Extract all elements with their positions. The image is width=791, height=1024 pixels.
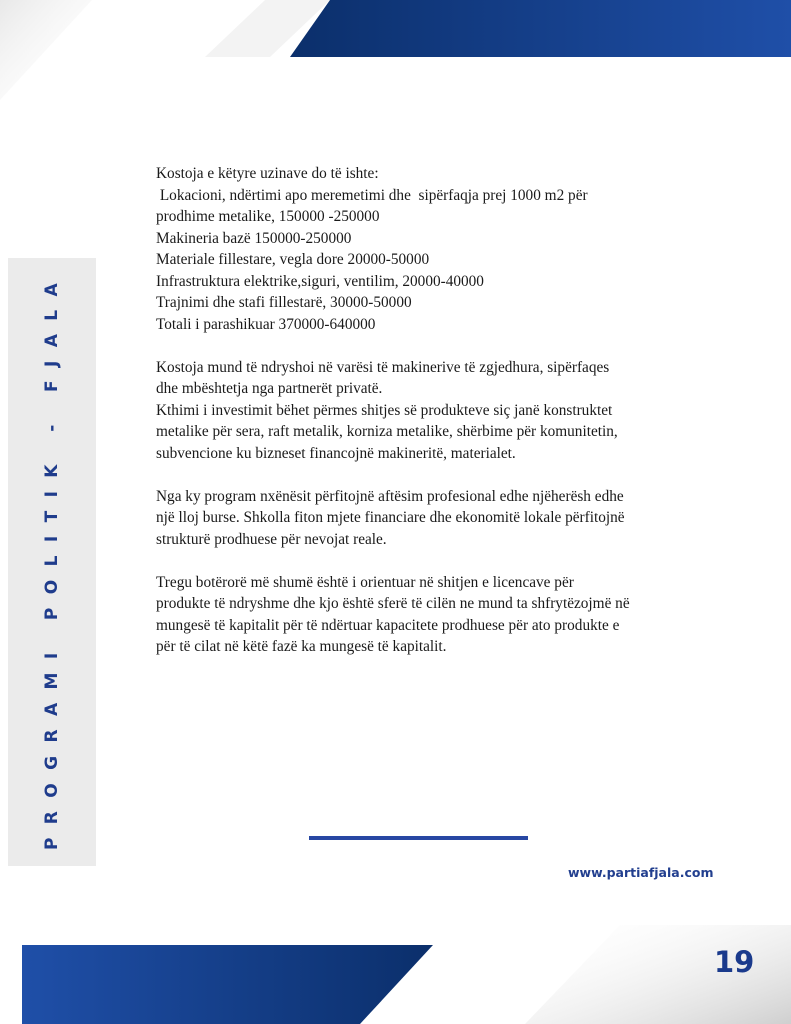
text-line: Tregu botërorë më shumë është i orientuar në shitjen e licencave për xyxy=(156,573,574,591)
bottom-blue-band xyxy=(22,945,433,1024)
page-number: 19 xyxy=(714,945,755,979)
paragraph xyxy=(156,163,676,335)
sidebar-label: PROGRAMI POLITIK - FJALA xyxy=(42,269,62,851)
text-line: Totali i parashikuar 370000-640000 xyxy=(156,315,376,333)
text-line: Infrastruktura elektrike,siguri, ventilim, 20000-40000 xyxy=(156,272,484,290)
text-line: Kthimi i investimit bëhet përmes shitjes së produkteve siç janë konstruktet xyxy=(156,401,613,419)
text-line: mungesë të kapitalit për të ndërtuar kapacitete prodhuese për ato produkte e xyxy=(156,616,620,634)
text-line: subvencione ku bizneset financojnë makineritë, materialet. xyxy=(156,444,516,462)
divider-line xyxy=(309,836,528,840)
top-blue-band xyxy=(290,0,791,57)
paragraph xyxy=(156,357,676,465)
text-line: prodhime metalike, 150000 -250000 xyxy=(156,208,380,225)
text-line: Makineria bazë 150000-250000 xyxy=(156,229,352,247)
text-line: metalike për sera, raft metalik, korniza metalike, shërbime për komunitetin, xyxy=(156,423,618,440)
text-line: strukturë prodhuese për nevojat reale. xyxy=(156,530,387,548)
document-body xyxy=(156,163,676,679)
text-line: Kostoja e këtyre uzinave do të ishte: xyxy=(156,165,379,182)
text-line: një lloj burse. Shkolla fiton mjete financiare dhe ekonomitë lokale përfitojnë xyxy=(156,509,625,526)
text-line: për të cilat në këtë fazë ka mungesë të kapitalit. xyxy=(156,638,447,655)
paragraph xyxy=(156,486,676,551)
text-line: Materiale fillestare, vegla dore 20000-50000 xyxy=(156,251,430,268)
text-line: Nga ky program nxënësit përfitojnë aftësim profesional edhe njëherësh edhe xyxy=(156,487,624,505)
text-line: Lokacioni, ndërtimi apo meremetimi dhe sipërfaqja prej 1000 m2 për xyxy=(156,186,588,204)
text-line: produkte të ndryshme dhe kjo është sferë të cilën ne mund ta shfrytëzojmë në xyxy=(156,595,630,612)
website-link[interactable]: www.partiafjala.com xyxy=(568,865,714,880)
top-left-gray-shape xyxy=(0,0,92,100)
text-line: dhe mbështetja nga partnerët privatë. xyxy=(156,380,383,397)
text-line: Kostoja mund të ndryshoi në varësi të makinerive të zgjedhura, sipërfaqes xyxy=(156,358,610,376)
text-line: Trajnimi dhe stafi fillestarë, 30000-50000 xyxy=(156,294,412,311)
paragraph xyxy=(156,572,676,658)
